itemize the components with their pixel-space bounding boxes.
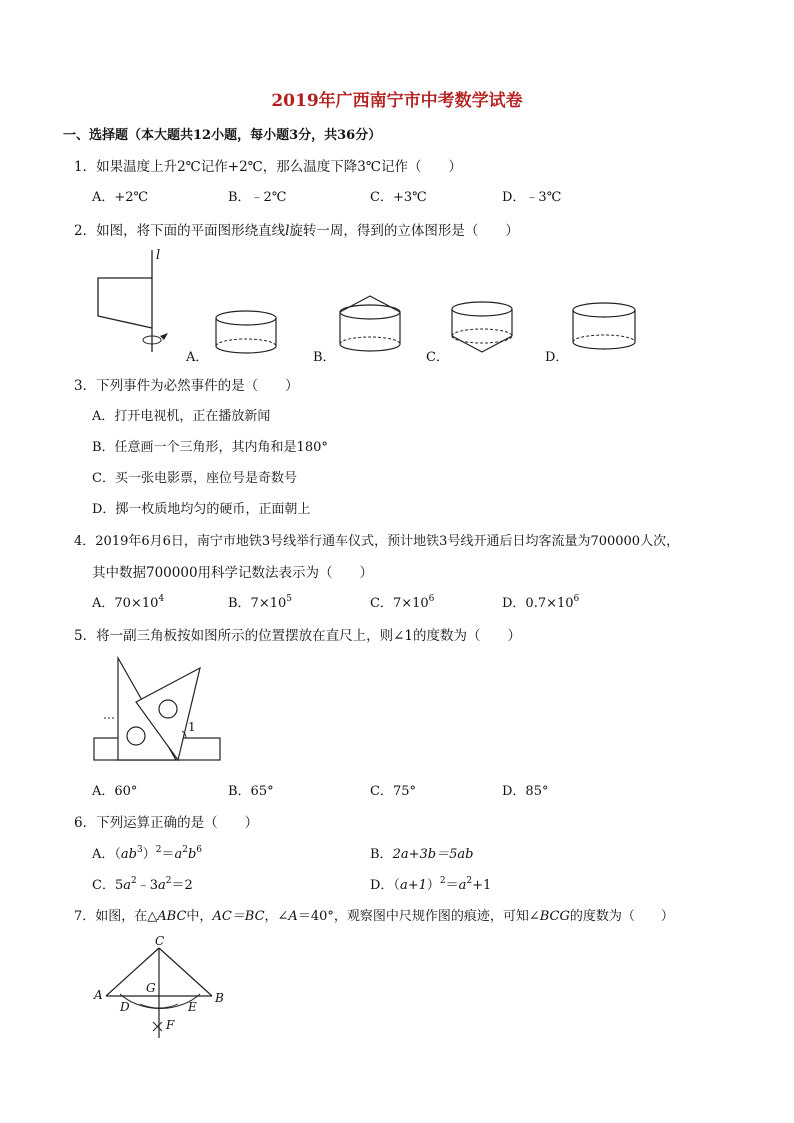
q3-option-b: B．任意画一个三角形，其内角和是180° [92, 440, 328, 455]
q2-plane-figure-svg [90, 244, 180, 354]
q4-option-d [502, 592, 579, 611]
label-e: E [188, 1000, 197, 1014]
q1-option-c: C．+3℃ [370, 190, 427, 205]
question-2-stem [74, 219, 519, 239]
page-title: 2019年广西南宁市中考数学试卷 [271, 91, 523, 111]
q2-figure-d-svg [571, 300, 639, 356]
question-3-stem: 3．下列事件为必然事件的是（ ） [74, 378, 299, 394]
trapezoid-shape [98, 278, 152, 328]
q2-option-a: A． [186, 350, 209, 365]
q5-figure-svg [92, 652, 224, 764]
label-a: A [94, 988, 103, 1002]
q2-stem-part-a: 2．如图，将下面的平面图形绕直线 [74, 223, 286, 239]
q2-option-b: B． [313, 350, 336, 365]
question-1-stem: 1．如果温度上升2℃记作+2℃，那么温度下降3℃记作（ ） [74, 159, 462, 175]
q5-option-a: A．60° [92, 784, 138, 799]
question-4-stem-line1: 4．2019年6月6日，南宁市地铁3号线举行通车仪式，预计地铁3号线开通后日均客流量为700000人次， [74, 534, 680, 549]
q2-stem-part-b: 旋转一周，得到的立体图形是（ ） [289, 223, 519, 239]
q2-figure-b-svg [338, 292, 404, 360]
q4-option-c-base: C．7×10 [370, 596, 429, 611]
q2-option-d: D． [545, 350, 569, 365]
q2-stem-var: l [285, 223, 290, 239]
q2-figure-c-svg [450, 298, 516, 362]
q2-figure-d-cylinder [571, 300, 639, 360]
label-c: C [155, 934, 165, 948]
label-b: B [215, 991, 224, 1005]
q2-figure-b-cone-cylinder [338, 292, 404, 364]
q4-option-a-base: A．70×10 [92, 596, 159, 611]
q5-option-b: B．65° [228, 784, 274, 799]
q6-option-b: B．2a+3b＝5ab [370, 847, 474, 862]
q5-option-c: C．75° [370, 784, 416, 799]
q4-option-b-exp: 5 [286, 594, 292, 604]
question-7-stem: 7．如图，在△ABC中，AC＝BC，∠A＝40°，观察图中尺规作图的痕迹，可知∠BCG的度数为（ ） [74, 909, 674, 924]
q5-angle-label: 1 [188, 720, 196, 734]
q4-option-b-base: B．7×10 [228, 596, 287, 611]
q2-figure-a-cylinder [214, 308, 280, 362]
q4-option-d-exp: 6 [573, 594, 580, 604]
q2-figure-a-svg [214, 308, 280, 358]
q3-option-d: D．掷一枚质地均匀的硬币，正面朝上 [92, 502, 311, 517]
q1-option-b: B．﹣2℃ [228, 190, 287, 205]
question-5-stem: 5．将一副三角板按如图所示的位置摆放在直尺上，则∠1的度数为（ ） [74, 628, 521, 644]
side-bc [159, 948, 212, 996]
q4-option-c-exp: 6 [428, 594, 435, 604]
q2-axis-label: l [156, 248, 161, 263]
q4-option-d-base: D．0.7×10 [502, 596, 574, 611]
label-f: F [166, 1018, 175, 1032]
q5-option-d: D．85° [502, 784, 549, 799]
q3-option-a: A．打开电视机，正在播放新闻 [92, 409, 271, 424]
q1-option-d: D．﹣3℃ [502, 190, 562, 205]
q4-option-a [92, 592, 164, 611]
q1-option-a: A．+2℃ [92, 190, 149, 205]
q4-option-c [370, 592, 434, 611]
q3-option-c: C．买一张电影票，座位号是奇数号 [92, 471, 297, 486]
q2-figure-c-cylinder-cone [450, 298, 516, 366]
question-6-stem: 6．下列运算正确的是（ ） [74, 815, 259, 831]
q2-plane-figure [90, 244, 180, 358]
q4-option-b [228, 592, 292, 611]
q7-figure-svg [92, 934, 232, 1044]
q6-option-a: A．$(ab^3)^2=a^2b^6$ [92, 845, 203, 862]
q2-option-c: C． [426, 350, 449, 365]
label-d: D [120, 1000, 130, 1014]
q7-construction-figure [92, 934, 232, 1048]
q5-triangle-ruler-figure [92, 652, 224, 768]
label-g: G [146, 981, 156, 995]
question-4-stem-line2: 其中数据700000用科学记数法表示为（ ） [92, 565, 374, 581]
section-heading: 一、选择题（本大题共12小题，每小题3分，共36分） [63, 128, 382, 143]
q6-option-d: D．$(a+1)^2=a^2+1$ [370, 876, 492, 893]
q6-option-c: C．$5a^2﹣3a^2=2$ [92, 876, 193, 893]
q4-option-a-exp: 4 [158, 594, 165, 604]
